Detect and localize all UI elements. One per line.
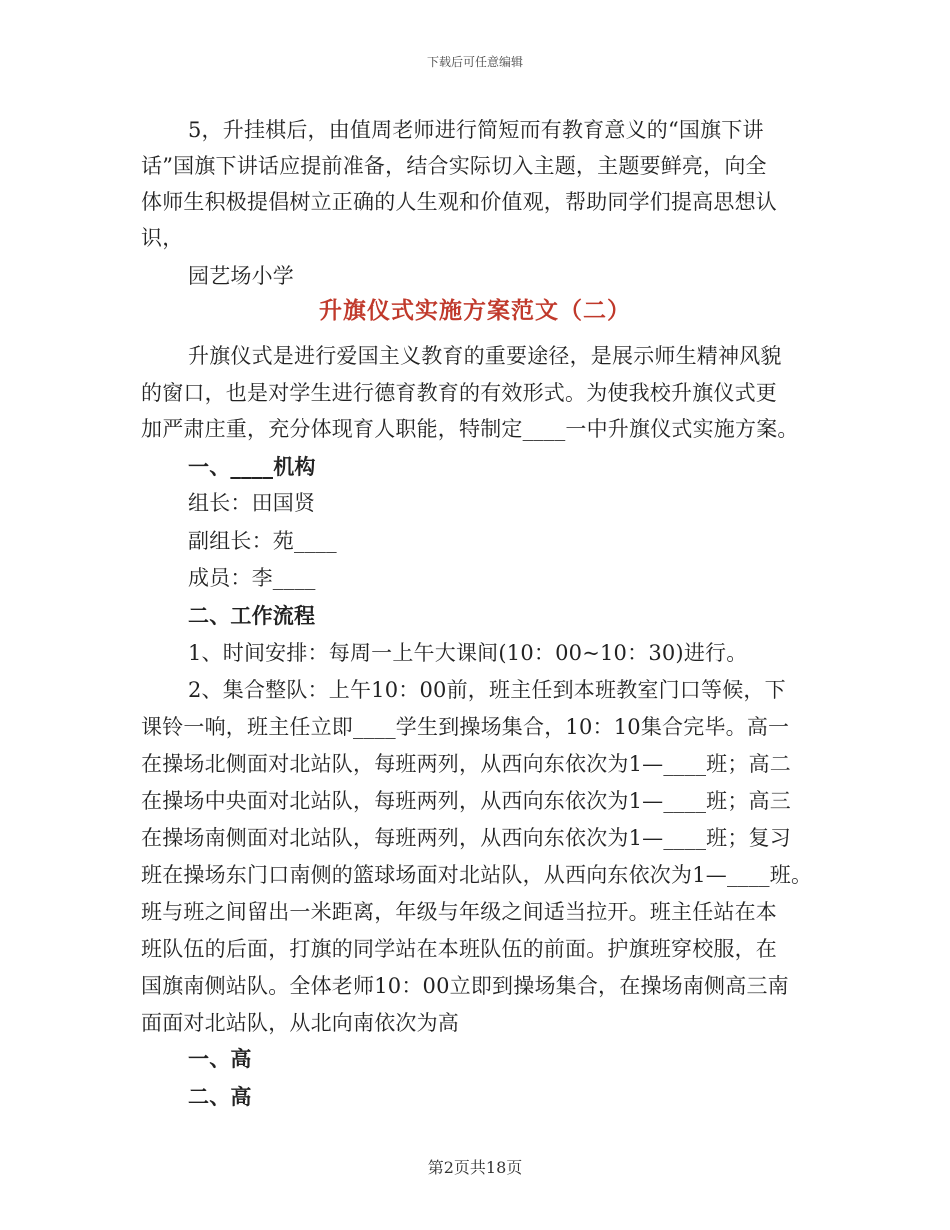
paragraph-line: 班与班之间留出一米距离，年级与年级之间适当拉开。班主任站在本: [141, 900, 777, 924]
paragraph-line: 面面对北站队，从北向南依次为高: [141, 1011, 459, 1035]
paragraph-line: 5，升挂棋后，由值周老师进行简短而有教育意义的“国旗下讲: [188, 118, 764, 142]
org-deputy: 副组长：苑____: [188, 529, 337, 553]
list-item: 二、高: [188, 1084, 252, 1109]
paragraph-line: 课铃一响，班主任立即____学生到操场集合，10：10集合完毕。高一: [141, 715, 790, 739]
paragraph-line: 在操场北侧面对北站队，每班两列，从西向东依次为1—____班；高二: [141, 752, 791, 776]
paragraph-line: 在操场南侧面对北站队，每班两列，从西向东依次为1—____班；复习: [141, 826, 791, 850]
paragraph-line: 在操场中央面对北站队，每班两列，从西向东依次为1—____班；高三: [141, 789, 791, 813]
section-heading-org: 一、____机构: [188, 454, 316, 479]
org-leader: 组长：田国贤: [188, 491, 316, 515]
paragraph-line: 话”国旗下讲话应提前准备，结合实际切入主题，主题要鲜亮，向全: [141, 154, 767, 178]
list-item: 一、高: [188, 1046, 252, 1071]
document-title: 升旗仪式实施方案范文（二）: [319, 297, 631, 324]
section-heading-process: 二、工作流程: [188, 603, 316, 628]
page-header: 下载后可任意编辑: [426, 55, 523, 69]
paragraph-line: 国旗南侧站队。全体老师10：00立即到操场集合，在操场南侧高三南: [141, 974, 789, 998]
paragraph-line: 体师生积极提倡树立正确的人生观和价值观，帮助同学们提高思想认: [141, 190, 777, 214]
paragraph-line: 2、集合整队：上午10：00前，班主任到本班教室门口等候，下: [188, 678, 786, 702]
paragraph-line: 的窗口，也是对学生进行德育教育的有效形式。为使我校升旗仪式更: [141, 381, 777, 405]
paragraph-line: 班队伍的后面，打旗的同学站在本班队伍的前面。护旗班穿校服，在: [141, 937, 777, 961]
org-member: 成员：李____: [188, 566, 316, 590]
process-item-1: 1、时间安排：每周一上午大课间(10：00~10：30)进行。: [188, 641, 748, 665]
paragraph-line: 加严肃庄重，充分体现育人职能，特制定____一中升旗仪式实施方案。: [141, 417, 799, 441]
signature: 园艺场小学: [188, 264, 294, 288]
page-footer: 第2页共18页: [427, 1158, 523, 1177]
paragraph-line: 班在操场东门口南侧的篮球场面对北站队，从西向东依次为1—____班。: [141, 863, 813, 887]
paragraph-line: 识，: [141, 226, 184, 250]
paragraph-line: 升旗仪式是进行爱国主义教育的重要途径，是展示师生精神风貌: [188, 344, 782, 368]
